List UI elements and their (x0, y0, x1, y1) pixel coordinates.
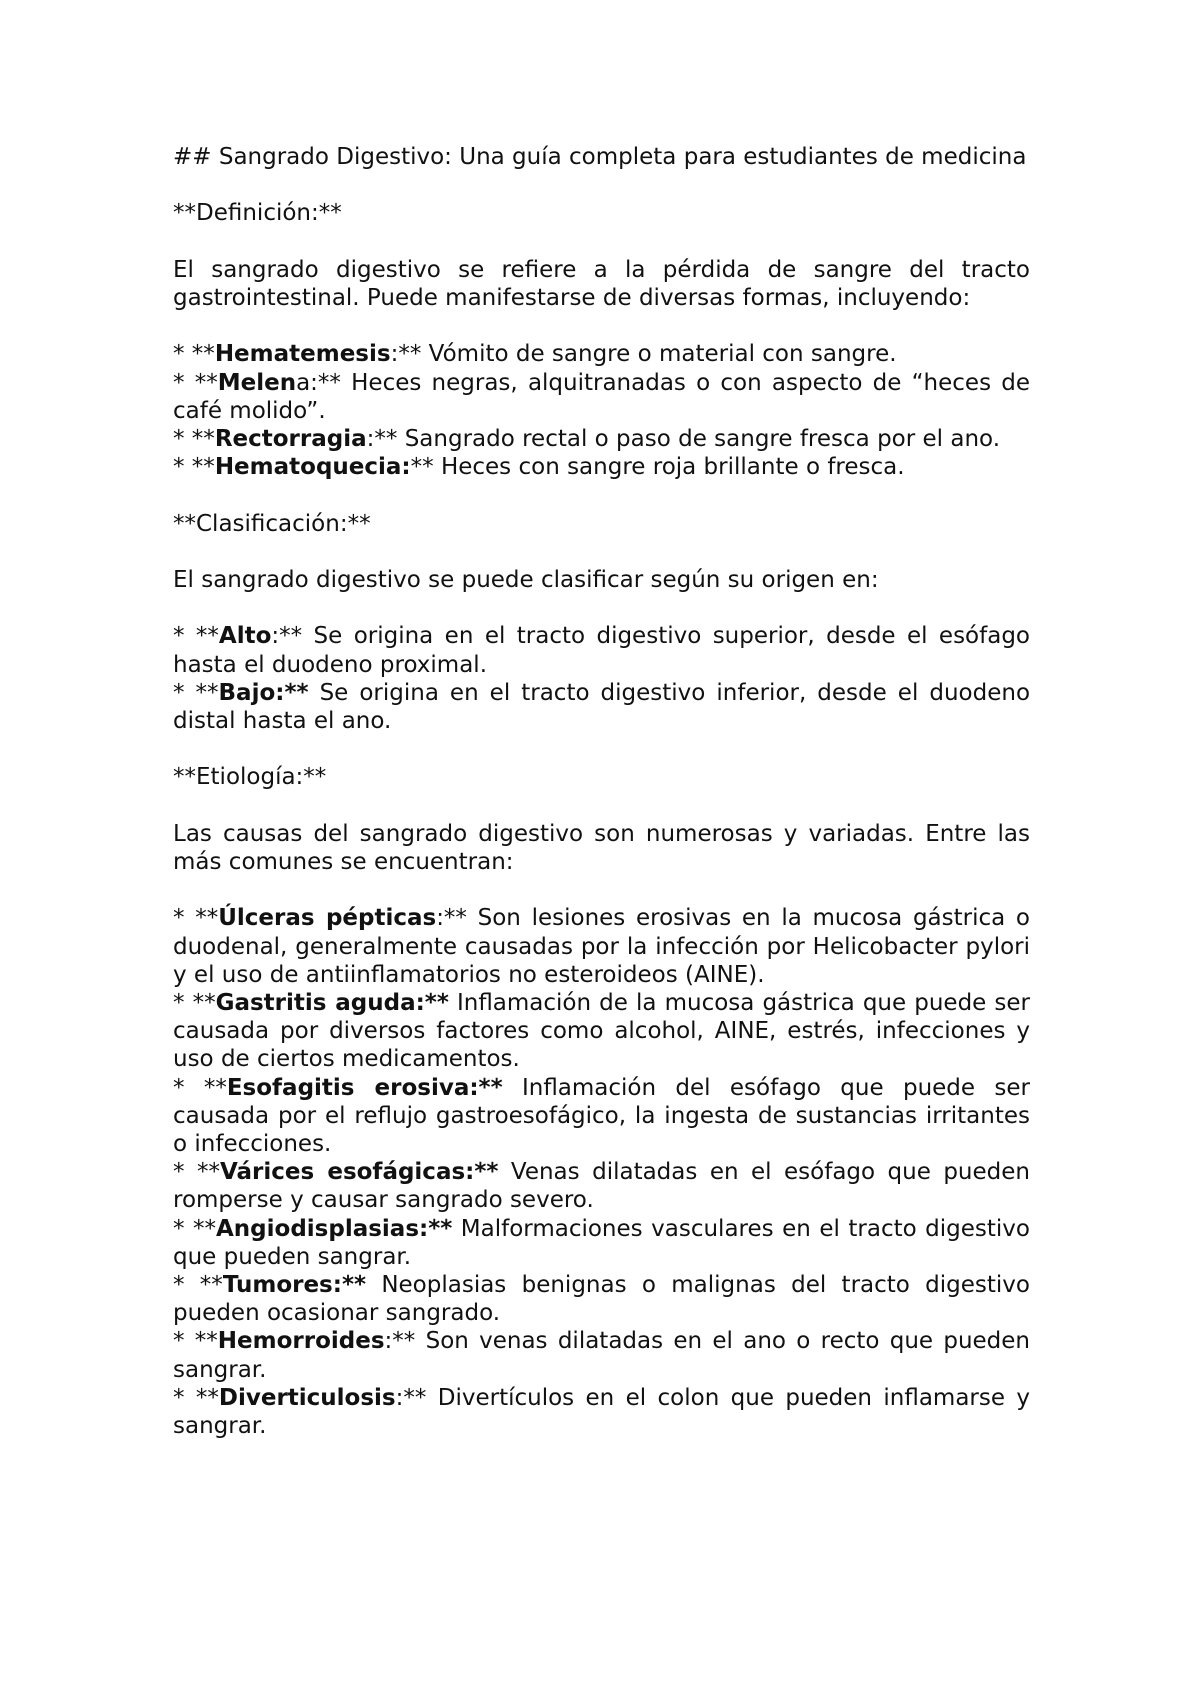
definicion-heading: **Definición:** (173, 200, 342, 227)
list-item-term: Diverticulosis (218, 1384, 396, 1411)
list-item (173, 425, 1030, 453)
list-item-text: Inflamación de la mucosa gástrica que puede ser causada por diversos factores como alcohol, AINE, estrés, infecciones y uso de ciertos medicamentos. (173, 989, 1030, 1073)
list-item-marker (449, 990, 457, 1016)
list-item (173, 1384, 1030, 1440)
list-item-text: Heces con sangre roja brillante o fresca. (440, 454, 905, 481)
list-item-text: Venas dilatadas en el esófago que pueden romperse y causar sangrado severo. (173, 1159, 1030, 1214)
list-item-marker: * ** (173, 425, 215, 452)
clasificacion-intro: El sangrado digestivo se puede clasificar según su origen en: (173, 566, 879, 593)
list-item-text: Vómito de sangre o material con sangre. (428, 341, 897, 368)
list-item-marker: * ** (173, 623, 219, 650)
list-item-term: Gastritis aguda:** (215, 989, 449, 1016)
list-item-text: Se origina en el tracto digestivo superior, desde el esófago hasta el duodeno proximal. (173, 623, 1030, 678)
list-item (173, 340, 1030, 368)
list-item-term: Tumores:** (222, 1271, 367, 1298)
list-item-term: Melen (217, 369, 297, 396)
list-item-text: Inflamación del esófago que puede ser causada por el reflujo gastroesofágico, la ingesta de sustancias irritantes o infecciones. (173, 1074, 1030, 1157)
list-item-marker: * ** (173, 989, 216, 1016)
list-item-marker: * ** (173, 679, 219, 706)
document-page (173, 143, 1030, 1440)
list-item-marker: :** (271, 623, 314, 650)
list-item-marker (309, 680, 320, 706)
list-item (173, 1074, 1030, 1159)
definicion-intro: El sangrado digestivo se refiere a la pérdida de sangre del tracto gastrointestinal. Puede manifestarse de diversas formas, incluyendo: (173, 256, 1030, 311)
list-item-term: Úlceras pépticas (218, 905, 437, 932)
list-item-marker: :** (436, 905, 478, 932)
list-item-marker (498, 1159, 510, 1185)
list-item-term: Bajo:** (218, 679, 309, 706)
list-item-term: Várices esofágicas:** (219, 1159, 499, 1186)
document-title: ## Sangrado Digestivo: Una guía completa para estudiantes de medicina (173, 144, 1027, 170)
list-item-marker (503, 1075, 522, 1101)
list-item (173, 1158, 1030, 1214)
list-item-term: Hematemesis (214, 341, 391, 368)
list-item (173, 904, 1030, 989)
list-item-marker: * ** (173, 1271, 223, 1298)
list-item-marker: * ** (173, 369, 218, 396)
etiologia-intro: Las causas del sangrado digestivo son numerosas y variadas. Entre las más comunes se encuentran: (173, 820, 1030, 875)
list-item (173, 622, 1030, 678)
list-item-term: Hemorroides (217, 1328, 385, 1355)
list-item-marker: * ** (173, 1328, 218, 1355)
etiologia-list (173, 904, 1030, 1440)
definicion-list (173, 340, 1030, 481)
list-item-text: Se origina en el tracto digestivo inferior, desde el duodeno distal hasta el ano. (173, 679, 1031, 734)
list-item-marker: * ** (173, 1215, 216, 1242)
list-item-marker: * ** (173, 341, 215, 368)
list-item-text: Divertículos en el colon que pueden inflamarse y sangrar. (173, 1384, 1031, 1439)
clasificacion-list (173, 622, 1030, 735)
clasificacion-heading: **Clasificación:** (173, 510, 371, 537)
list-item (173, 369, 1030, 425)
list-item (173, 989, 1030, 1074)
list-item-text: Malformaciones vasculares en el tracto digestivo que pueden sangrar. (173, 1215, 1030, 1270)
list-item-term: Angiodisplasias:** (216, 1215, 453, 1242)
list-item-text: Son venas dilatadas en el ano o recto que pueden sangrar. (173, 1328, 1031, 1383)
list-item-text: Son lesiones erosivas en la mucosa gástrica o duodenal, generalmente causadas por la infección por Helicobacter pylori y el uso de antiinflamatorios no esteroideos (AINE). (173, 905, 1031, 988)
etiologia-heading: **Etiología:** (173, 764, 327, 791)
list-item-marker (366, 1272, 381, 1298)
list-item (173, 1215, 1030, 1271)
list-item-marker: a:** (296, 369, 352, 396)
list-item (173, 453, 1030, 481)
list-item-marker: * ** (173, 1074, 227, 1101)
list-item-term: Alto (218, 623, 272, 650)
list-item-term: Esofagitis erosiva:** (226, 1074, 503, 1101)
list-item (173, 1327, 1030, 1383)
list-item-marker: * ** (173, 1159, 220, 1186)
list-item-text: Neoplasias benignas o malignas del tracto digestivo pueden ocasionar sangrado. (173, 1271, 1030, 1327)
list-item-marker: :** (366, 425, 405, 452)
list-item-text: Heces negras, alquitranadas o con aspecto de “heces de café molido”. (173, 369, 1031, 424)
list-item-marker: * ** (173, 905, 219, 932)
list-item-marker: :** (384, 1328, 426, 1355)
list-item-text: Sangrado rectal o paso de sangre fresca por el ano. (404, 425, 1001, 452)
list-item-term: Hematoquecia: (214, 454, 411, 481)
list-item-marker: * ** (173, 454, 215, 481)
list-item-marker: :** (390, 341, 429, 368)
list-item-marker: :** (395, 1384, 438, 1411)
list-item-term: Rectorragia (214, 425, 367, 452)
list-item-marker (452, 1216, 461, 1242)
list-item-marker: ** (410, 454, 441, 481)
list-item (173, 679, 1030, 735)
list-item-marker: * ** (173, 1384, 219, 1411)
list-item (173, 1271, 1030, 1327)
